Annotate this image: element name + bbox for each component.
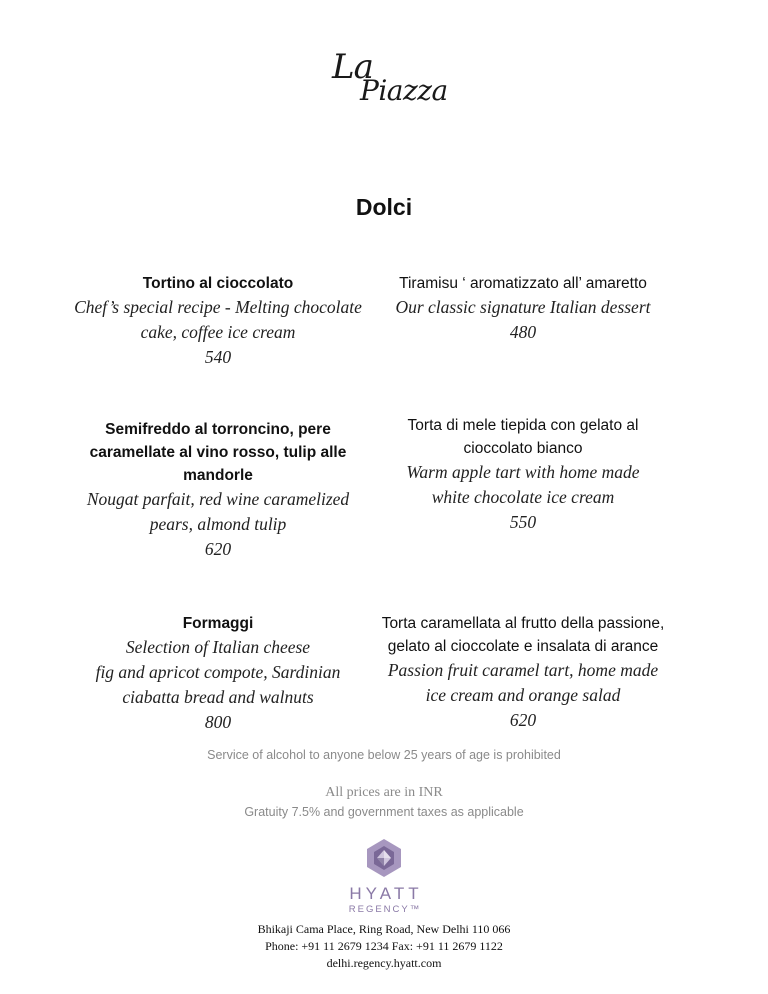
la-piazza-logo (330, 47, 448, 126)
item-price: 800 (204, 712, 232, 732)
hyatt-emblem-icon (364, 838, 404, 878)
logo-text-la: La (332, 47, 373, 87)
item-description-line: Chef’s special recipe - Melting chocolate (74, 297, 362, 317)
item-name: Tortino al cioccolato (142, 275, 294, 292)
item-name: Formaggi (182, 615, 254, 632)
menu-item-semifreddo (68, 418, 368, 562)
item-price: 620 (509, 710, 537, 730)
regency-text: REGENCY™ (348, 904, 422, 915)
item-description (68, 635, 368, 710)
hotel-address (0, 921, 768, 972)
alcohol-notice: Service of alcohol to anyone below 25 years of age is prohibited (207, 748, 561, 762)
menu-item-tiramisu (368, 272, 678, 345)
item-description (68, 487, 368, 537)
item-name-line: cioccolato bianco (463, 440, 583, 457)
item-description-line: Our classic signature Italian dessert (395, 297, 651, 317)
item-description-line: ice cream and orange salad (425, 685, 621, 705)
gratuity-notice: Gratuity 7.5% and government taxes as applicable (244, 805, 524, 819)
item-description-line: Passion fruit caramel tart, home made (387, 660, 659, 680)
item-price: 550 (509, 512, 537, 532)
item-name-line: Semifreddo al torroncino, pere (105, 421, 331, 438)
item-description-line: ciabatta bread and walnuts (122, 687, 314, 707)
item-name-line: caramellate al vino rosso, tulip alle (89, 444, 347, 461)
menu-item-torta-caramellata (368, 612, 678, 733)
hyatt-brand-text: HYATT (349, 884, 423, 903)
hyatt-regency-logo (340, 838, 428, 928)
item-name-line: gelato al cioccolate e insalata di arance (387, 638, 659, 655)
menu-item-tortino (68, 272, 368, 370)
item-description-line: Warm apple tart with home made (406, 462, 640, 482)
item-name (368, 414, 678, 460)
item-name: Tiramisu ‘ aromatizzato all’ amaretto (399, 275, 647, 292)
website-line: delhi.regency.hyatt.com (326, 956, 442, 970)
item-name (68, 418, 368, 487)
item-description (368, 658, 678, 708)
item-name-line: Torta di mele tiepida con gelato al (407, 417, 639, 434)
item-description-line: cake, coffee ice cream (140, 322, 296, 342)
menu-item-formaggi (68, 612, 368, 735)
item-description-line: Nougat parfait, red wine caramelized (86, 489, 350, 509)
menu-item-torta-di-mele (368, 414, 678, 535)
item-description-line: white chocolate ice cream (431, 487, 615, 507)
page-title: Dolci (355, 194, 413, 220)
item-description-line: Selection of Italian cheese (125, 637, 311, 657)
item-price: 540 (204, 347, 232, 367)
phone-fax-line: Phone: +91 11 2679 1234 Fax: +91 11 2679 1122 (265, 939, 503, 953)
logo-text-piazza: Piazza (360, 74, 448, 107)
item-description (368, 460, 678, 510)
address-line: Bhikaji Cama Place, Ring Road, New Delhi 110 066 (257, 922, 511, 936)
item-description-line: fig and apricot compote, Sardinian (95, 662, 341, 682)
prices-notice: All prices are in INR (325, 785, 443, 800)
item-description-line: pears, almond tulip (149, 514, 287, 534)
item-name-line: mandorle (183, 467, 253, 484)
item-price: 620 (204, 539, 232, 559)
item-name (368, 612, 678, 658)
item-description (68, 295, 368, 345)
item-name-line: Torta caramellata al frutto della passione, (381, 615, 665, 632)
item-description (368, 295, 678, 320)
item-price: 480 (509, 322, 537, 342)
